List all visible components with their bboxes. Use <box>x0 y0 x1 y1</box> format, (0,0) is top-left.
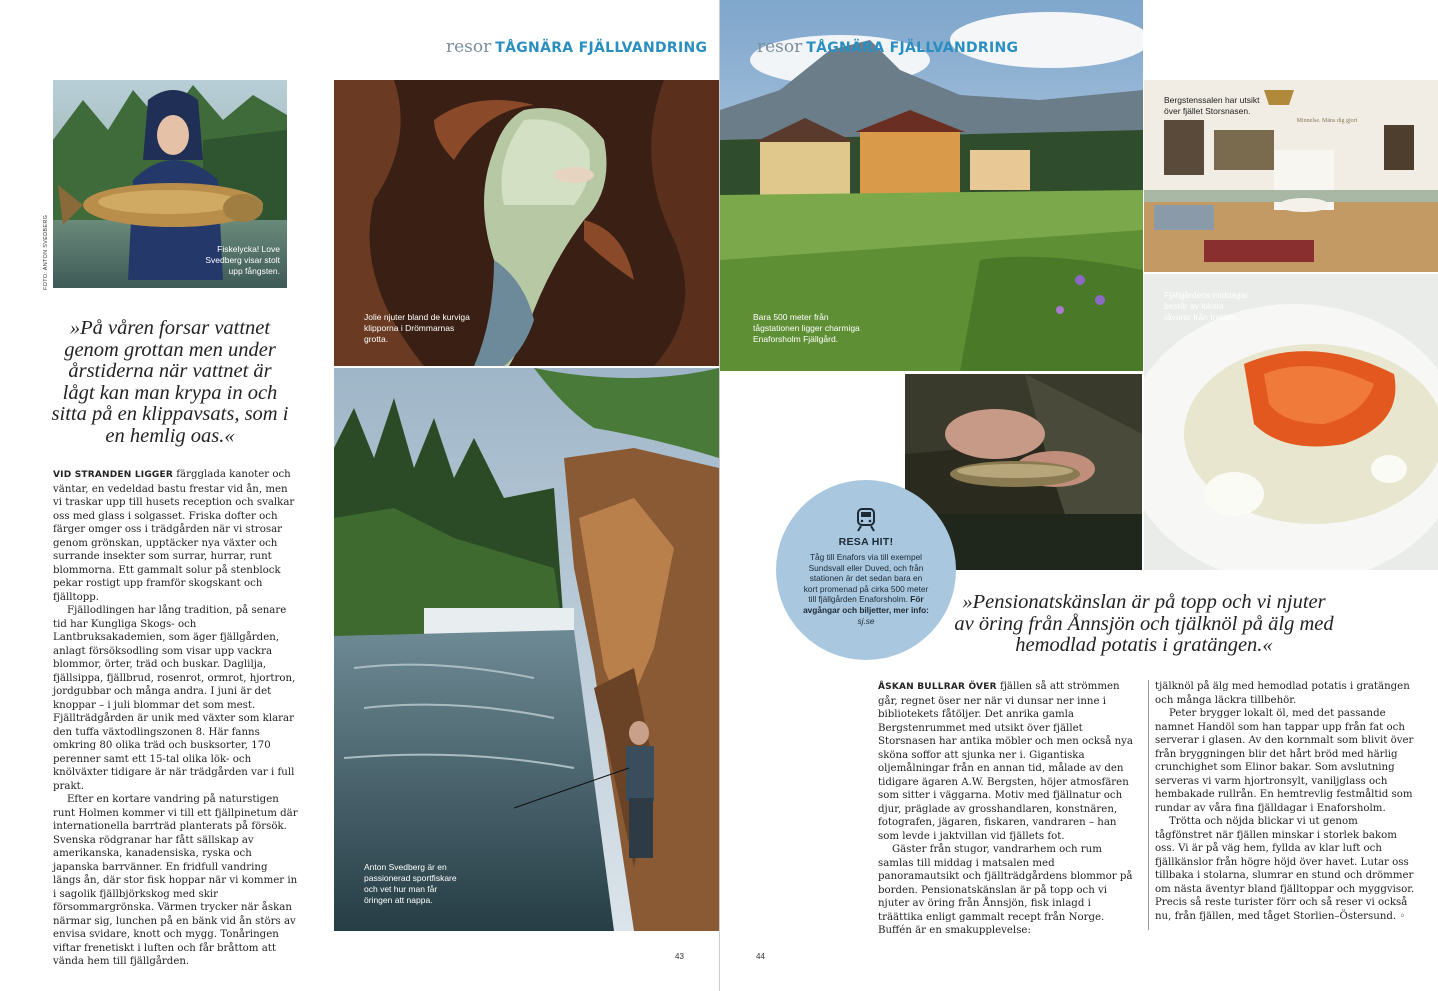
paragraph: tjälknöl på älg med hemodlad potatis i gratängen och många läckra tillbehör. <box>1155 681 1410 706</box>
info-box-travel <box>776 480 956 660</box>
section-title: TÅGNÄRA FJÄLLVANDRING <box>806 40 1019 56</box>
column-divider <box>1148 680 1149 930</box>
caption-room: Bergstenssalen har utsikt över fjället Storsnasen. <box>1164 95 1260 116</box>
section-kicker: resor <box>446 37 492 57</box>
caption-dish: Fjällgårdens middagar består av lokala råvaror från trakten. <box>1164 290 1249 322</box>
info-box-title: RESA HIT! <box>838 536 894 548</box>
section-header <box>757 37 1018 57</box>
pull-quote: »På våren forsar vattnet genom grottan men under årstiderna när vattnet är lågt kan man krypa in och sitta på en klippavsats, som i en hemlig oas.« <box>51 317 289 447</box>
caption-fish: Fiskelycka! Love Svedberg visar stolt upp fångsten. <box>205 244 280 276</box>
info-box-link[interactable]: sj.se <box>857 615 875 626</box>
section-title: TÅGNÄRA FJÄLLVANDRING <box>495 40 708 56</box>
photo-river-angler <box>334 368 719 931</box>
paragraph: Trötta och nöjda blickar vi ut genom tågfönstret när fjällen minskar i storlek bakom oss. Vi är på väg hem, fyllda av klar luft och fjällkänslor från högre höjd över havet. Lutar oss tillbaka i stolarna, slumrar en stund och drömmer om nästa äventyr bland fjälltoppar och myggvisor. Precis så reste turister förr och så reser vi också nu, från fjällen, med tåget Storlien–Östersund. ◦ <box>1155 816 1415 922</box>
body-text-right-col2 <box>1155 680 1415 923</box>
paragraph: VID STRANDEN LIGGER färgglada kanoter och väntar, en vedeldad bastu frestar vid ån, men vi traskar upp till husets reception och svalkar oss med glass i solgasset. Friska dofter och färger omger oss i trädgården när vi strosar genom grönskan, upptäcker nya växter och surrande insekter som surrar, hurrar, runt blommorna. Ett gammalt solur på stenblock pekar rostigt upp framför skogskant och fjälltopp. <box>53 469 295 603</box>
lead-in: VID STRANDEN LIGGER <box>53 470 173 480</box>
room-sign: Minnelse. Mäns dig gjort <box>1296 118 1358 124</box>
caption-house: Bara 500 meter från tågstationen ligger charmiga Enaforsholm Fjällgård. <box>753 312 860 344</box>
train-icon <box>776 508 956 532</box>
photo-credit: FOTO: ANTON SVEDBERG <box>43 214 49 290</box>
page-number: 43 <box>675 952 684 961</box>
body-text-right-col1 <box>878 680 1137 938</box>
paragraph: Fjällodlingen har lång tradition, på senare tid har Kungliga Skogs- och Lantbruksakademien, som äger fjällgården, anlagt försöksodling som visar upp vackra blommor, örter, träd och buskar. Daglilja, fjällsippa, fjällbrud, rosenrot, ormrot, hjortron, jordgubbar och många andra. I juni är det knoppar – i juli blommar det som mest. Fjällträdgården är unik med växter som klarar den tuffa växtodlingszonen 8. Här fanns omkring 80 olika träd och busksorter, 170 perenner samt ett 15-tal olika lök- och knölväxter tidigare är när trädgården var i full prakt. <box>53 605 296 792</box>
right-page <box>720 0 1438 991</box>
paragraph: Gäster från stugor, vandrarhem och rum samlas till middag i matsalen med panoramautsikt och fjällträdgårdens blommor på borden. Pensionatskänslan är på topp och vi njuter av öring från Ånnsjön, fisk inlagd i träättika enligt gammalt recept från Norge. Buffén är en smakupplevelse: <box>878 844 1133 936</box>
pull-quote: »Pensionatskänslan är på topp och vi njuter av öring från Ånnsjön och tjälknöl på älg med hemodlad potatis i gratängen.« <box>954 591 1334 656</box>
section-kicker: resor <box>757 37 803 57</box>
info-box-text: Tåg till Enafors via till exempel Sundsvall eller Duved, och från stationen är det sedan bara en kort promenad på cirka 500 meter till fjällgården Enaforsholm. För avgångar och biljetter, mer info: sj.se <box>803 552 929 626</box>
body-text-left <box>53 468 298 969</box>
section-header <box>446 37 707 57</box>
caption-river: Anton Svedberg är en passionerad sportfiskare och vet hur man får öringen att nappa. <box>364 862 457 905</box>
lead-in: ÅSKAN BULLRAR ÖVER <box>878 682 997 692</box>
page-number: 44 <box>756 952 765 961</box>
caption-cave: Jolie njuter bland de kurviga klipporna i Drömmarnas grotta. <box>364 312 470 344</box>
info-box-more: För avgångar och biljetter, mer info: <box>803 594 929 615</box>
paragraph: Peter brygger lokalt öl, med det passande namnet Handöl som han tappar upp från fat och serverar i glasen. Av den kornmalt som blivit över från bryggningen blir det hårt bröd med härlig crunchighet som Elinor bakar. Som avslutning serveras vi varm hjortronsylt, vaniljglass och hembakade rullrån. En hemtrevlig festmåltid som rundar av våra fina fjälldagar i Enaforsholm. <box>1155 708 1414 814</box>
paragraph: ÅSKAN BULLRAR ÖVER fjällen så att strömmen går, regnet öser ner när vi dunsar ner inne i bibliotekets fåtöljer. Det anrika gamla Bergstenrummet med utsikt över fjället Storsnasen har antika möbler och men också nya sköna soffor att sjunka ner i. Gigantiska oljemålningar från en annan tid, målade av den tidigare ägaren A.W. Bergsten, höjer atmosfären som sitter i väggarna. Motiv med fjällnatur och djur, präglade av grosshandlaren, konstnären, fotografen, jägaren, fiskaren, vandraren – han som levde i jaktvillan vid fjällets fot. <box>878 681 1133 842</box>
paragraph: Efter en kortare vandring på naturstigen runt Holmen kommer vi till ett fjällpinetum där internationella barrträd planterats på försök. Svenska rödgranar har fått sällskap av amerikanska, kanadensiska, ryska och japanska barrvänner. En fridfull vandring längs ån, där stor fisk hoppar när vi kommer in i sagolik fjällbjörkskog med skir försommargrönska. Värmen trycker när åskan närmar sig, lunchen på en bänk vid ån störs av envisa svidare, knott och mygg. Tonåringen viftar frenetiskt i luften och får bråttom att vända hem till fjällgården. <box>53 794 298 967</box>
